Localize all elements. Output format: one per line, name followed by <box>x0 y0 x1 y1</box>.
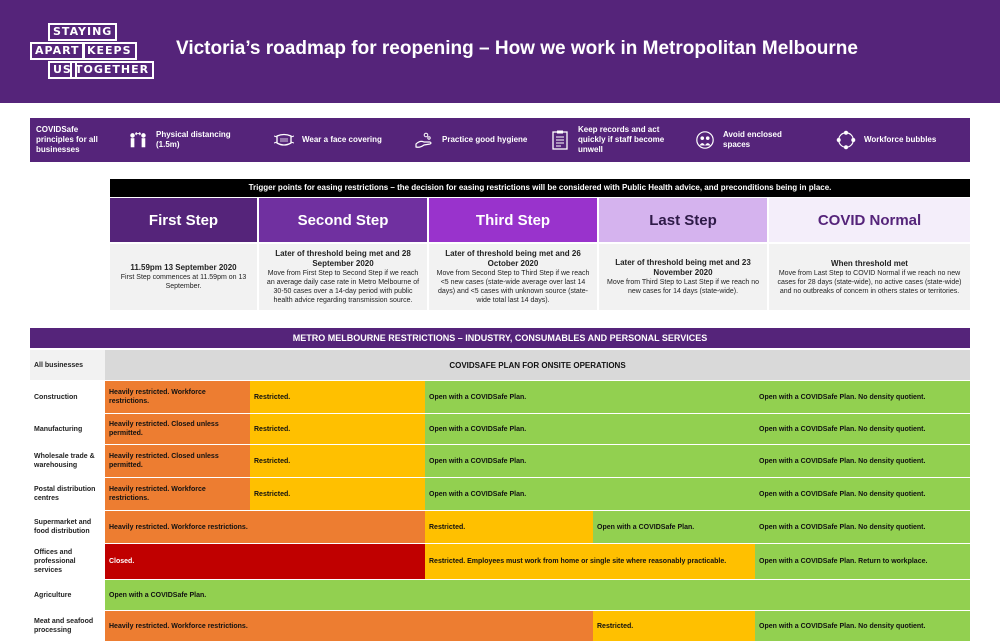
principle-label: Wear a face covering <box>302 135 382 144</box>
cell-manufacturing-normal: Open with a COVIDSafe Plan. No density quotient. <box>755 414 970 444</box>
row-divider <box>30 579 970 580</box>
cell-meat-normal: Open with a COVIDSafe Plan. No density quotient. <box>755 611 970 641</box>
step-detail-title: Later of threshold being met and 26 October 2020 <box>445 249 581 268</box>
hand-wash-icon <box>414 130 434 150</box>
row-divider <box>30 444 970 445</box>
row-label-manufacturing: Manufacturing <box>34 425 83 433</box>
row-divider <box>30 413 970 414</box>
page-header <box>0 0 1000 103</box>
step-detail-title: When threshold met <box>831 258 908 268</box>
all-businesses-value: COVIDSAFE PLAN FOR ONSITE OPERATIONS <box>105 350 970 380</box>
page-title: Victoria’s roadmap for reopening – How we work in Metropolitan Melbourne <box>176 38 858 59</box>
cell-meat-last: Restricted. <box>593 611 755 641</box>
people-distance-icon <box>128 130 148 150</box>
principle-face-covering <box>274 118 414 162</box>
enclosed-space-icon <box>695 130 715 150</box>
step-header-third: Third Step <box>429 198 597 242</box>
logo-word: STAYING <box>48 23 117 41</box>
cell-supermarket-step1: Heavily restricted. Workforce restrictions. <box>105 511 425 543</box>
logo-word: TOGETHER <box>70 61 154 79</box>
cell-manufacturing-step2: Restricted. <box>250 414 425 444</box>
cell-offices-step1: Closed. <box>105 544 425 579</box>
cell-postal-normal: Open with a COVIDSafe Plan. No density quotient. <box>755 478 970 510</box>
row-label-meat-seafood: Meat and seafood processing <box>34 618 94 634</box>
trigger-points-banner: Trigger points for easing restrictions – the decision for easing restrictions will be considered with Public Health advice, and preconditions being in place. <box>110 179 970 197</box>
step-detail-second <box>259 244 427 310</box>
cell-construction-step2: Restricted. <box>250 381 425 413</box>
step-detail-title: Later of threshold being met and 23 November 2020 <box>615 258 751 277</box>
step-detail-desc: First Step commences at 11.59pm on 13 September. <box>120 274 247 290</box>
principles-label: COVIDSafe principles for all businesses <box>36 125 98 154</box>
step-detail-desc: Move from Third Step to Last Step if we reach no new cases for 14 days (state-wide). <box>606 279 759 295</box>
step-header-last: Last Step <box>599 198 767 242</box>
staying-apart-logo <box>30 23 150 81</box>
cell-construction-step3: Open with a COVIDSafe Plan. <box>425 381 755 413</box>
bubble-icon <box>836 130 856 150</box>
principle-physical-distancing <box>128 118 268 162</box>
clipboard-icon <box>550 130 570 150</box>
cell-agriculture-all: Open with a COVIDSafe Plan. <box>105 580 970 610</box>
cell-wholesale-step1: Heavily restricted. Closed unless permitted. <box>105 445 250 477</box>
cell-supermarket-step3: Restricted. <box>425 511 593 543</box>
cell-offices-normal: Open with a COVIDSafe Plan. Return to workplace. <box>755 544 970 579</box>
row-divider <box>30 380 970 381</box>
principle-workforce-bubbles <box>836 118 966 162</box>
principle-label: Workforce bubbles <box>864 135 937 144</box>
cell-supermarket-normal: Open with a COVIDSafe Plan. No density quotient. <box>755 511 970 543</box>
step-detail-desc: Move from Second Step to Third Step if we reach <5 new cases (state-wide average over last 14 days) and <5 cases with unknown source (state-wide total last 14 days). <box>436 270 590 304</box>
principle-avoid-enclosed <box>695 118 825 162</box>
row-label-agriculture: Agriculture <box>34 591 72 599</box>
step-detail-covid-normal <box>769 244 970 310</box>
logo-word: APART <box>30 42 85 60</box>
step-detail-third <box>429 244 597 310</box>
principle-label: Physical distancing (1.5m) <box>156 130 231 149</box>
step-detail-first <box>110 244 257 310</box>
principle-keep-records <box>550 118 690 162</box>
logo-word: US <box>48 61 77 79</box>
cell-construction-step1: Heavily restricted. Workforce restrictions. <box>105 381 250 413</box>
principle-label: Avoid enclosed spaces <box>723 130 782 149</box>
row-divider <box>30 610 970 611</box>
step-detail-title: Later of threshold being met and 28 September 2020 <box>275 249 411 268</box>
row-divider <box>30 510 970 511</box>
principle-label: Practice good hygiene <box>442 135 528 144</box>
mask-icon <box>274 130 294 150</box>
cell-manufacturing-step1: Heavily restricted. Closed unless permitted. <box>105 414 250 444</box>
cell-wholesale-normal: Open with a COVIDSafe Plan. No density quotient. <box>755 445 970 477</box>
cell-manufacturing-step3: Open with a COVIDSafe Plan. <box>425 414 755 444</box>
covidsafe-principles-bar <box>30 118 970 162</box>
principle-label: Keep records and act quickly if staff become unwell <box>578 125 665 154</box>
step-header-first: First Step <box>110 198 257 242</box>
step-detail-last <box>599 244 767 310</box>
row-divider <box>30 477 970 478</box>
cell-postal-step2: Restricted. <box>250 478 425 510</box>
cell-wholesale-step3: Open with a COVIDSafe Plan. <box>425 445 755 477</box>
cell-postal-step1: Heavily restricted. Workforce restrictions. <box>105 478 250 510</box>
cell-postal-step3: Open with a COVIDSafe Plan. <box>425 478 755 510</box>
step-detail-desc: Move from Last Step to COVID Normal if we reach no new cases for 28 days (state-wide), no active cases (state-wide) and no outbreaks of concern in others states or territories. <box>777 269 962 295</box>
cell-construction-normal: Open with a COVIDSafe Plan. No density quotient. <box>755 381 970 413</box>
cell-offices-step3: Restricted. Employees must work from home or single site where reasonably practicable. <box>425 544 755 579</box>
row-label-all-businesses: All businesses <box>30 350 105 380</box>
row-divider <box>30 543 970 544</box>
step-detail-desc: Move from First Step to Second Step if we reach an average daily case rate in Metro Melbourne of 30-50 cases over a 14-day period with public health advice regarding transmission source. <box>266 270 420 304</box>
step-header-second: Second Step <box>259 198 427 242</box>
step-detail-title: 11.59pm 13 September 2020 <box>130 263 237 272</box>
principle-hygiene <box>414 118 554 162</box>
row-label-construction: Construction <box>34 393 78 401</box>
step-header-covid-normal: COVID Normal <box>769 198 970 242</box>
cell-wholesale-step2: Restricted. <box>250 445 425 477</box>
row-label-wholesale: Wholesale trade & warehousing <box>34 453 95 469</box>
row-label-postal: Postal distribution centres <box>34 486 96 502</box>
row-label-supermarket: Supermarket and food distribution <box>34 519 92 535</box>
cell-meat-step1: Heavily restricted. Workforce restrictions. <box>105 611 593 641</box>
logo-word: KEEPS <box>82 42 137 60</box>
cell-supermarket-last: Open with a COVIDSafe Plan. <box>593 511 755 543</box>
metro-restrictions-header: METRO MELBOURNE RESTRICTIONS – INDUSTRY, CONSUMABLES AND PERSONAL SERVICES <box>30 328 970 348</box>
row-label-offices: Offices and professional services <box>34 549 76 574</box>
